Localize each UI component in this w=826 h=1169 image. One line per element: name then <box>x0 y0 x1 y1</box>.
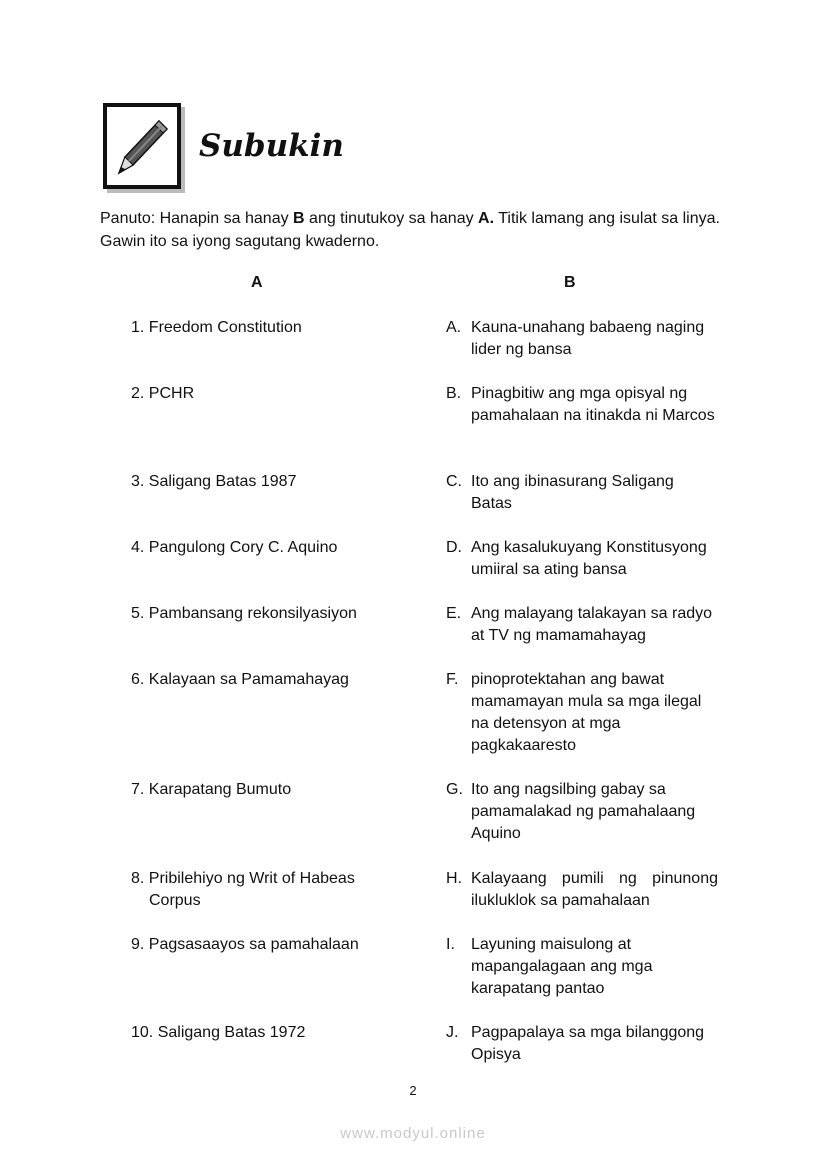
column-b-item <box>446 779 718 845</box>
choice-text: Kauna-unahang babaeng naging lider ng bansa <box>471 319 705 358</box>
column-b-item <box>446 537 718 581</box>
choice-text: Layuning maisulong at mapangalagaan ang mga karapatang pantao <box>471 936 653 997</box>
column-b-item <box>446 383 718 427</box>
choice-text: Pinagbitiw ang mga opisyal ng pamahalaan na itinakda ni Marcos <box>471 385 715 424</box>
column-a-item: 9. Pagsasaayos sa pamahalaan <box>131 936 359 953</box>
column-a-item: 2. PCHR <box>131 385 195 402</box>
column-b-item <box>446 317 718 361</box>
choice-text: Pagpapalaya sa mga bilanggong Opisya <box>471 1024 705 1063</box>
choice-letter: A. <box>446 319 462 336</box>
watermark: www.modyul.online <box>340 1125 486 1142</box>
column-a-heading: A <box>251 274 263 291</box>
column-b-item <box>446 471 718 515</box>
column-a-item: 3. Saligang Batas 1987 <box>131 473 297 490</box>
column-b-item <box>446 868 718 912</box>
column-b-item <box>446 1022 718 1066</box>
choice-text: Ito ang ibinasurang Saligang Batas <box>471 473 674 512</box>
column-a-item: 5. Pambansang rekonsilyasiyon <box>131 605 357 622</box>
choice-text: Ang malayang talakayan sa radyo at TV ng mamamahayag <box>471 605 713 644</box>
column-a-item: 10. Saligang Batas 1972 <box>131 1024 306 1041</box>
choice-letter: E. <box>446 605 462 622</box>
choice-text: Ito ang nagsilbing gabay sa pamamalakad ng pamahalaang Aquino <box>471 781 696 842</box>
choice-letter: C. <box>446 473 462 490</box>
choice-letter: D. <box>446 539 462 556</box>
choice-letter: I. <box>446 936 455 953</box>
page-number: 2 <box>409 1083 417 1098</box>
choice-letter: B. <box>446 385 462 402</box>
choice-letter: F. <box>446 671 459 688</box>
column-a-item: 1. Freedom Constitution <box>131 319 302 336</box>
choice-text: Kalayaang pumili ng pinunong ilukluklok sa pamahalaan <box>471 870 718 909</box>
instructions: Panuto: Hanapin sa hanay B ang tinutukoy sa hanay A. Titik lamang ang isulat sa linya. Gawin ito sa iyong sagutang kwaderno. <box>100 210 720 250</box>
section-title: Subukin <box>199 128 344 164</box>
pencil-icon <box>103 103 181 189</box>
column-a-item: 8. Pribilehiyo ng Writ of Habeas Corpus <box>131 870 355 909</box>
column-a-item: 7. Karapatang Bumuto <box>131 781 292 798</box>
choice-letter: J. <box>446 1024 459 1041</box>
column-b-item <box>446 669 718 757</box>
column-b-heading: B <box>564 274 576 291</box>
choice-letter: G. <box>446 781 463 798</box>
column-a-item: 4. Pangulong Cory C. Aquino <box>131 539 338 556</box>
column-b-item <box>446 934 718 1000</box>
column-b-item <box>446 603 718 647</box>
choice-text: pinoprotektahan ang bawat mamamayan mula sa mga ilegal na detensyon at mga pagkakaaresto <box>471 671 702 754</box>
column-a-item: 6. Kalayaan sa Pamamahayag <box>131 671 349 688</box>
choice-text: Ang kasalukuyang Konstitusyong umiiral sa ating bansa <box>471 539 707 578</box>
choice-letter: H. <box>446 870 462 887</box>
